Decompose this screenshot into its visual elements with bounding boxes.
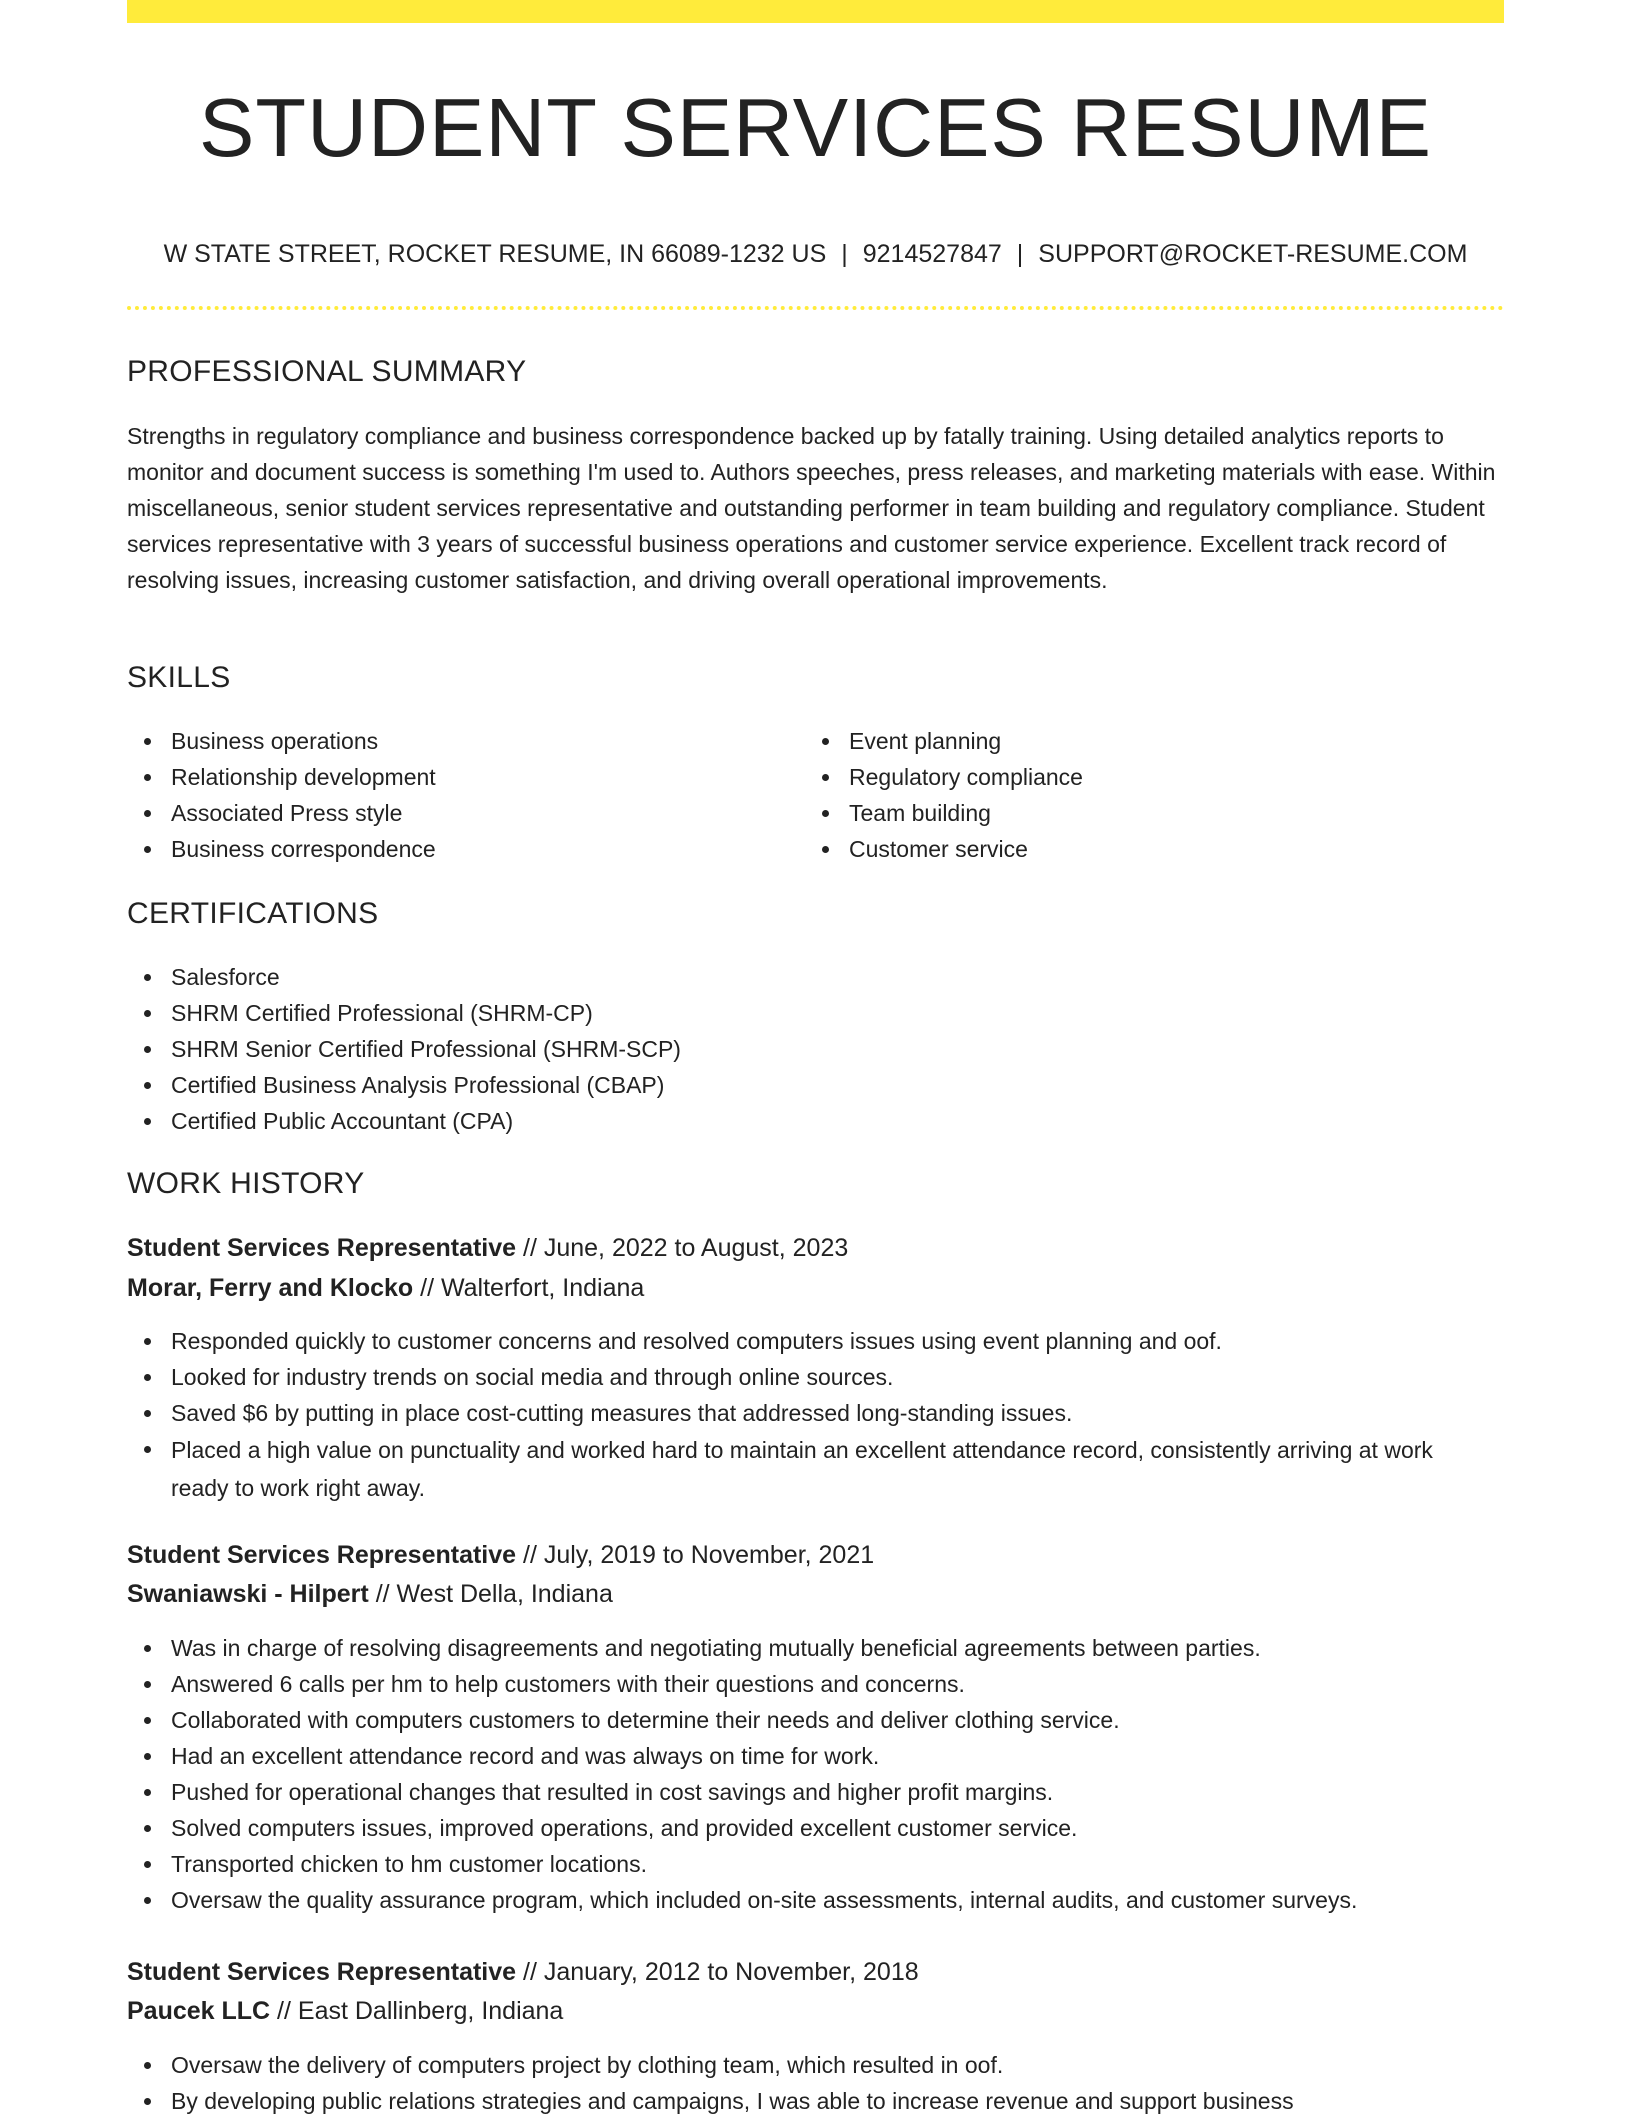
job-bullet: Transported chicken to hm customer locations. [127, 1846, 1504, 1882]
job-bullet: Answered 6 calls per hm to help customers with their questions and concerns. [127, 1666, 1504, 1702]
job-bullet: Looked for industry trends on social media and through online sources. [127, 1359, 1504, 1395]
job-bullet: Placed a high value on punctuality and worked hard to maintain an excellent attendance record, consistently arriving at work ready to work right away. [127, 1431, 1504, 1507]
certifications-list [127, 959, 1504, 1139]
skills-heading: SKILLS [127, 661, 231, 694]
skill-item: Customer service [805, 831, 1465, 867]
job-dates: // January, 2012 to November, 2018 [516, 1958, 919, 1986]
job-title-line [127, 1953, 919, 1991]
job-company-line [127, 1269, 644, 1307]
job-bullets [127, 1630, 1504, 1918]
job-title-line [127, 1536, 874, 1574]
job-bullet: Responded quickly to customer concerns and resolved computers issues using event planning and oof. [127, 1323, 1504, 1359]
job-location: // East Dallinberg, Indiana [270, 1997, 564, 2025]
job-bullet: Was in charge of resolving disagreements and negotiating mutually beneficial agreements between parties. [127, 1630, 1504, 1666]
resume-page [127, 0, 1504, 2112]
skill-item: Relationship development [127, 759, 787, 795]
work-history-heading: WORK HISTORY [127, 1167, 365, 1200]
job-company-line [127, 1575, 613, 1613]
job-bullet: Saved $6 by putting in place cost-cutting measures that addressed long-standing issues. [127, 1395, 1504, 1431]
summary-text: Strengths in regulatory compliance and business correspondence backed up by fatally training. Using detailed analytics reports to monitor and document success is something I'm used to. Authors speeches, press releases, and marketing materials with ease. Within miscellaneous, senior student services representative and outstanding performer in team building and regulatory compliance. Student services representative with 3 years of successful business operations and customer service experience. Excellent track record of resolving issues, increasing customer satisfaction, and driving overall operational improvements. [127, 423, 1496, 593]
job-bullets [127, 2047, 1504, 2119]
job-dates: // July, 2019 to November, 2021 [516, 1541, 875, 1569]
job-bullet: Solved computers issues, improved operations, and provided excellent customer service. [127, 1810, 1504, 1846]
certification-item: Certified Business Analysis Professional (CBAP) [127, 1067, 1504, 1103]
skill-item: Business operations [127, 723, 787, 759]
job-company-line [127, 1992, 563, 2030]
job-location: // Walterfort, Indiana [413, 1274, 645, 1302]
skill-item: Team building [805, 795, 1465, 831]
job-location: // West Della, Indiana [368, 1580, 613, 1608]
job-company: Paucek LLC [127, 1997, 271, 2025]
job-company: Morar, Ferry and Klocko [127, 1274, 414, 1302]
contact-separator: | [841, 240, 848, 268]
contact-email[interactable]: SUPPORT@ROCKET-RESUME.COM [1038, 240, 1468, 268]
job-bullet: Pushed for operational changes that resulted in cost savings and higher profit margins. [127, 1774, 1504, 1810]
skill-item: Associated Press style [127, 795, 787, 831]
skill-item: Business correspondence [127, 831, 787, 867]
skills-list-left [127, 723, 787, 867]
job-title: Student Services Representative [127, 1958, 517, 1986]
certifications-heading: CERTIFICATIONS [127, 897, 379, 930]
dotted-divider [127, 306, 1504, 310]
job-bullet: Oversaw the delivery of computers project by clothing team, which resulted in oof. [127, 2047, 1504, 2083]
certification-item: Salesforce [127, 959, 1504, 995]
contact-address: W STATE STREET, ROCKET RESUME, IN 66089-1232 US [163, 240, 827, 268]
certification-item: Certified Public Accountant (CPA) [127, 1103, 1504, 1139]
contact-separator: | [1016, 240, 1024, 268]
job-company: Swaniawski - Hilpert [127, 1580, 369, 1608]
skill-item: Event planning [805, 723, 1465, 759]
certification-item: SHRM Senior Certified Professional (SHRM-SCP) [127, 1031, 1504, 1067]
job-title: Student Services Representative [127, 1541, 517, 1569]
certification-item: SHRM Certified Professional (SHRM-CP) [127, 995, 1504, 1031]
accent-top-bar [127, 0, 1504, 23]
skill-item: Regulatory compliance [805, 759, 1465, 795]
job-bullet: Had an excellent attendance record and was always on time for work. [127, 1738, 1504, 1774]
contact-line [127, 237, 1504, 271]
resume-title: STUDENT SERVICES RESUME [199, 81, 1432, 174]
job-bullet: By developing public relations strategies and campaigns, I was able to increase revenue and support business [127, 2083, 1504, 2119]
contact-phone: 9214527847 [862, 240, 1002, 268]
job-bullet: Collaborated with computers customers to determine their needs and deliver clothing service. [127, 1702, 1504, 1738]
job-title-line [127, 1229, 848, 1267]
job-title: Student Services Representative [127, 1234, 517, 1262]
job-bullets [127, 1323, 1504, 1507]
job-dates: // June, 2022 to August, 2023 [516, 1234, 849, 1262]
skills-list-right [805, 723, 1465, 867]
job-bullet: Oversaw the quality assurance program, which included on-site assessments, internal audits, and customer surveys. [127, 1882, 1504, 1918]
summary-heading: PROFESSIONAL SUMMARY [127, 355, 527, 388]
